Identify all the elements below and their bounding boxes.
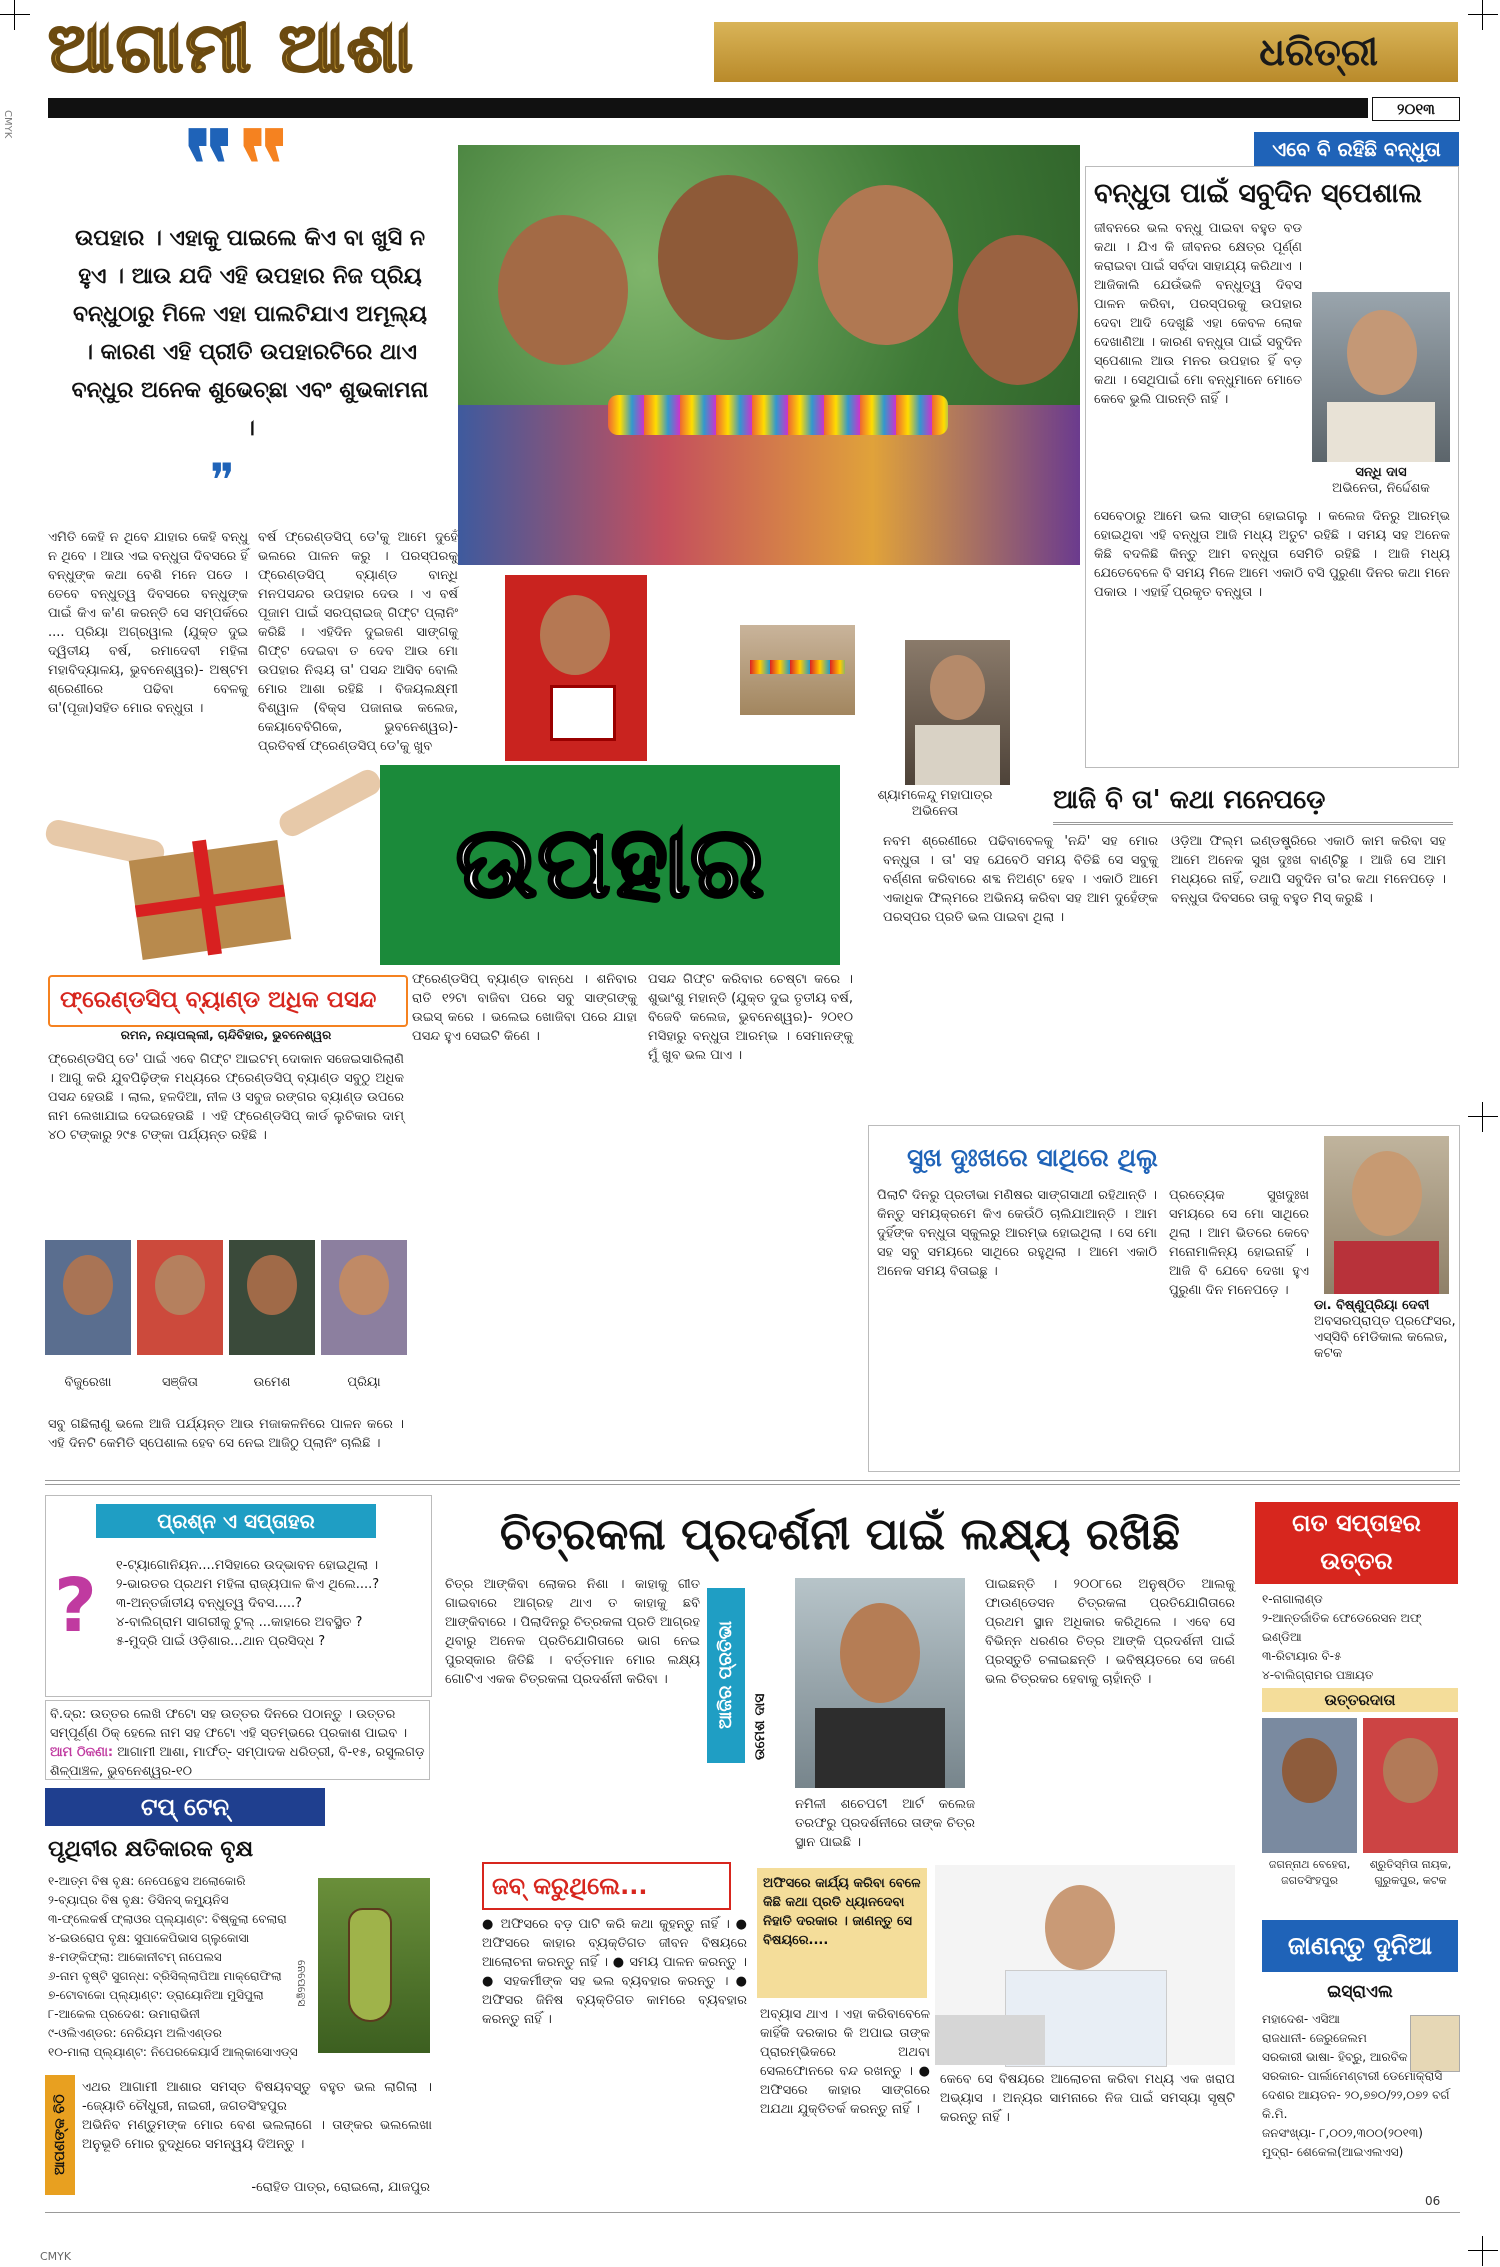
sukha-title: ସୁଖ ଦୁଃଖରେ ସାଥିରେ ଥିଲୁ <box>907 1143 1158 1172</box>
job-col3: କେବେ ସେ ବିଷୟରେ ଆଲୋଚନା କରିବା ମଧ୍ୟ ଏକ ଖରାପ ଅଭ୍ୟାସ । ଅନ୍ୟର ସାମନାରେ ନିଜ ପାଇଁ ସମସ୍ୟା ସୃଷ୍ଟି କରନ୍ତୁ ନାହିଁ । <box>940 2072 1235 2125</box>
pitcher-plant-label: ନେପେନ୍ଥେସ <box>295 1960 308 2007</box>
photo-bishnupriya <box>1324 1136 1449 1294</box>
top-ten-item-1: ୧-ଆତ୍ମ ବିଷ ବୃକ୍ଷ: ନେପେନ୍ଥେସ ଅଲୋକୋରି <box>48 1874 246 1888</box>
photo-face-2 <box>658 175 798 340</box>
quote-open-mark-2: ❞ <box>235 108 289 225</box>
letters-body: ଏଥର ଆଗାମୀ ଆଶାର ସମସ୍ତ ବିଷୟବସ୍ତୁ ବହୁତ ଭଲ ଲାଗିଲା । -ଜ୍ୟୋତି ଚୌଧୁରୀ, ନାଇରୀ, ଜଗତସିଂହପୁର ଅଭିନିବ ମଣ୍ଡୁମଙ୍କ ମୋର ବେଶ ଭଲଲାଗେ । ତାଙ୍କର ଭଲଲେଖା ଅନୁଭୂତି ମୋର ବୁଦ୍ଧିରେ ସମନ୍ୱୟ ଦିଅନ୍ତୁ । <box>82 2080 432 2152</box>
job-points: ● ଅଫିସରେ ବଡ଼ ପାଟି କରି କଥା କୁହନ୍ତୁ ନାହିଁ । ● ଅଫିସରେ କାହାର ବ୍ୟକ୍ତିଗତ ଜୀବନ ବିଷୟରେ ଆଲୋଚନା କରନ୍ତୁ ନାହିଁ । ● ସମୟ ପାଳନ କରନ୍ତୁ । ● ସହକର୍ମୀଙ୍କ ସହ ଭଲ ବ୍ୟବହାର କରନ୍ତୁ । ● ଅଫିସର ଜିନିଷ ବ୍ୟକ୍ତିଗତ କାମରେ ବ୍ୟବହାର କରନ୍ତୁ ନାହିଁ । <box>482 1917 747 2027</box>
photo-pitcher-plant <box>318 1878 430 2053</box>
quiz-address-line <box>50 1743 425 1781</box>
quiz-note-box <box>45 1700 430 1780</box>
students-body: ସବୁ ଗଛିଲାଣୁ ଭଲେ ଆଜି ପର୍ଯ୍ୟନ୍ତ ଆଉ ମଜାକଳନିରେ ପାଳନ କରେ । ଏହି ଦିନଟି କେମିତି ସ୍ପେଶାଲ ହେବ ସେ ନେଇ ଆଜିଠୁ ପ୍ଲାନିଂ ଚାଲିଛି । <box>48 1417 404 1451</box>
feature-title: ଉପହାର <box>455 806 765 920</box>
photo-face-4 <box>958 235 1078 385</box>
top-ten-banner: ଟପ୍ ଟେନ୍ <box>45 1788 325 1826</box>
world-fact-2: ରାଜଧାନୀ- ଜେରୁଜେଲମ <box>1262 2031 1367 2045</box>
intro-body-col1-text: ଏମିତି କେହି ନ ଥିବେ ଯାହାର କେହି ବନ୍ଧୁ ନ ଥିବେ । ଆଉ ଏଇ ବନ୍ଧୁତା ଦିବସରେ ହିଁ ବନ୍ଧୁଙ୍କ କଥା ବେଶି ମନେ ପଡେ । ତେବେ ବନ୍ଧୁତ୍ୱ ଦିବସରେ ବନ୍ଧୁଙ୍କ ପାଇଁ କିଏ କ'ଣ କରନ୍ତି ସେ ସମ୍ପର୍କରେ .... <box>48 530 248 640</box>
quiz-question-mark: ? <box>54 1563 97 1649</box>
job-title-box <box>482 1862 731 1910</box>
section-banner <box>714 22 1458 82</box>
sukha-box <box>868 1125 1460 1472</box>
student-caption-2: ସଞ୍ଜିତା <box>162 1375 198 1390</box>
painting-caption: ନମିଳୀ ଶଚେପଟୀ ଆର୍ଟ କଲେଜ ତରଫରୁ ପ୍ରଦର୍ଶନୀରେ ତାଙ୍କ ଚିତ୍ର ସ୍ଥାନ ପାଇଛି । <box>795 1797 975 1850</box>
photo-wrist-bands <box>608 395 948 435</box>
top-ten-title: ପୃଥିବୀର କ୍ଷତିକାରକ ବୃକ୍ଷ <box>48 1837 254 1862</box>
intro-text: ଉପହାର । ଏହାକୁ ପାଇଲେ କିଏ ବା ଖୁସି ନ ହୁଏ । ଆଉ ଯଦି ଏହି ଉପହାର ନିଜ ପ୍ରିୟ ବନ୍ଧୁଠାରୁ ମିଳେ ଏହା ପାଲଟିଯାଏ ଅମୂଲ୍ୟ । କାରଣ ଏହି ପ୍ରୀତି ଉପହାରଟିରେ ଥାଏ ବନ୍ଧୁର ଅନେକ ଶୁଭେଚ୍ଛା ଏବଂ ଶୁଭକାମନା । <box>71 226 429 441</box>
photo-sandhi-das <box>1312 292 1450 462</box>
band-article-header <box>48 975 408 1027</box>
registration-mark-right-mid <box>1468 1102 1498 1132</box>
last-week-answer-4: ୪-ବାଲିଗ୍ରାମର ପଞ୍ଚାୟତ <box>1262 1668 1374 1682</box>
main-photo-friends <box>458 145 1080 565</box>
job-col2: ଅବ୍ୟାସ ଥାଏ । ଏହା କରିବାବେଳେ କାହିଁକି ଦରକାର କି ଅପାଇ ତାଙ୍କ ପ୍ରାରମ୍ଭିକରେ ଅଥବା ସେଲଫୋନରେ ବନ୍ଦ ରଖନ୍ତୁ । ● ଅଫିସରେ କାହାର ସାଙ୍ଗରେ ଅଯଥା ଯୁକ୍ତିତର୍କ କରନ୍ତୁ ନାହିଁ । <box>760 2007 930 2117</box>
student-caption-3: ଉମେଶ <box>253 1375 291 1390</box>
friendship-body-2: ସେବେଠାରୁ ଆମେ ଭଲ ସାଙ୍ଗ ହୋଇଗଲୁ । କଲେଜ ଦିନରୁ ଆରମ୍ଭ ହୋଇଥିବା ଏହି ବନ୍ଧୁତା ଆଜି ମଧ୍ୟ ଅତୁଟ ରହିଛି । ସମୟ ସହ ଅନେକ କିଛି ବଦଳିଛି କିନ୍ତୁ ଆମ ବନ୍ଧୁତା ସେମିତି ରହିଛି । ଆଜି ମଧ୍ୟ ଯେତେବେଳେ ବି ସମୟ ମିଳେ ଆମେ ଏକାଠି ବସି ପୁରୁଣା ଦିନର କଥା ମନେ ପକାଉ । ଏହାହିଁ ପ୍ରକୃତ ବନ୍ଧୁତା । <box>1094 509 1450 600</box>
shyamalendu-role: ଅଭିନେତା <box>911 804 959 819</box>
band-article-body: ଫ୍ରେଣ୍ଡସିପ୍ ଡେ' ପାଇଁ ଏବେ ଗିଫ୍ଟ ଆଇଟମ୍ ଦୋକାନ ସଜେଇସାରିଲାଣି । ଆଗୁ କରି ଯୁବପିଢ଼ିଙ୍କ ମଧ୍ୟରେ ଫ୍ରେଣ୍ଡସିପ୍ ବ୍ୟାଣ୍ଡ ସବୁଠୁ ଅଧିକ ପସନ୍ଦ ହେଉଛି । ଲାଲ, ହଳଦିଆ, ନୀଳ ଓ ସବୁଜ ରଙ୍ଗର ବ୍ୟାଣ୍ଡ ଉପରେ ନାମ ଲେଖାଯାଇ ଦେଇହେଉଛି । ଏହି ଫ୍ରେଣ୍ଡସିପ୍ କାର୍ଡ ଲୁଚିକାର ଦାମ୍ ୪୦ ଟଙ୍କାରୁ ୨୯୫ ଟଙ୍କା ପର୍ଯ୍ୟନ୍ତ ରହିଛି । <box>48 1052 404 1143</box>
section-name: ଧରିତ୍ରୀ <box>1259 29 1378 74</box>
world-country: ଇସ୍ରାଏଲ <box>1327 1982 1393 2002</box>
student-photo-3 <box>229 1240 315 1355</box>
memory-box <box>868 770 1458 1150</box>
top-ten-item-9: ୯-ଓଲିଏଣ୍ଡର: ନେରିୟମ ଅଲିଏଣ୍ଡର <box>48 2026 222 2040</box>
student-caption-4: ପ୍ରିୟା <box>347 1375 381 1390</box>
world-fact-5: ଦେଶର ଆୟତନ- ୨୦,୭୭୦/୨୨,୦୭୨ ବର୍ଗ କି.ମି. <box>1262 2088 1450 2121</box>
memory-title: ଆଜି ବି ତା' କଥା ମନେପଡ଼େ <box>1053 778 1453 825</box>
student-photo-4 <box>321 1240 407 1355</box>
top-ten-item-3: ୩-ଫ୍ଲେକର୍ଷ ଫ୍ଲାଓର ପ୍ଲ୍ୟାଣ୍ଟ: ବିଷ୍କୁଲା ବେଲାରା <box>48 1912 287 1926</box>
job-title: ଜବ୍ କରୁଥିଲେ... <box>492 1872 648 1900</box>
student-photos-row <box>45 1240 410 1400</box>
friendship-body-1: ଜୀବନରେ ଭଲ ବନ୍ଧୁ ପାଇବା ବହୁତ ବଡ କଥା । ଯିଏ କି ଜୀବନର କ୍ଷେତ୍ର ପୂର୍ଣ୍ଣ କରାଇବା ପାଇଁ ସର୍ବଦା ସାହାଯ୍ୟ କରିଥାଏ । ଆଜିକାଲି ଯେଉଁଭଳି ବନ୍ଧୁତ୍ୱ ଦିବସ ପାଳନ କରିବା, ପରସ୍ପରକୁ ଉପହାର ଦେବା ଆଦି ଦେଖୁଛି ଏହା କେବଳ ଲୋକ ଦେଖାଣିଆ । କାରଣ ବନ୍ଧୁତା ପାଇଁ ସବୁଦିନ ସ୍ପେଶାଲ ଆଉ ମନର ଉପହାର ହିଁ ବଡ଼ କଥା । ସେଥିପାଇଁ ମୋ ବନ୍ଧୁମାନେ ମୋତେ କେବେ ଭୁଲି ପାରନ୍ତି ନାହିଁ । <box>1094 221 1302 407</box>
intro-body-col1 <box>48 528 248 728</box>
top-ten-item-5: ୫-ମଙ୍କିଫ୍ଲା: ଆକୋନୀଟମ୍ ନାପେଲସ <box>48 1950 222 1964</box>
feature-title-bar <box>380 765 840 965</box>
bishnupriya-caption <box>1314 1298 1459 1362</box>
world-title: ଜାଣନ୍ତୁ ଦୁନିଆ <box>1262 1920 1458 1972</box>
quiz-note: ବି.ଦ୍ର: ଉତ୍ତର ଲେଖି ଫଟୋ ସହ ଉତ୍ତର ଦିନରେ ପଠାନ୍ତୁ । ଉତ୍ତର ସମ୍ପୂର୍ଣ୍ଣ ଠିକ୍ ହେଲେ ନାମ ସହ ଫଟୋ ଏହି ସ୍ତମ୍ଭରେ ପ୍ରକାଶ ପାଇବ । <box>50 1707 408 1741</box>
quiz-question-5: ୫-ମୁଦ୍ରି ପାଇଁ ଓଡ଼ିଶାର...ଥାନ ପ୍ରସିଦ୍ଧ ? <box>116 1634 326 1649</box>
world-fact-1: ମହାଦେଶ- ଏସିଆ <box>1262 2012 1340 2026</box>
world-fact-4: ସରକାର- ପାର୍ଲାମେଣ୍ଟାରୀ ଡେମୋକ୍ରାସି <box>1262 2069 1443 2083</box>
winners-label: ଉତ୍ତରଦାତା <box>1262 1688 1458 1712</box>
quiz-question-2: ୨-ଭାରତର ପ୍ରଥମ ମହିଳା ରାଜ୍ୟପାଳ କିଏ ଥିଲେ....? <box>116 1577 380 1592</box>
sandhi-das-role: ଅଭିନେତା, ନିର୍ଦ୍ଦେଶକ <box>1332 481 1430 496</box>
photo-face-1 <box>498 215 628 365</box>
world-fact-7: ମୁଦ୍ରା- ଶେକେଲ(ଆଇଏଲଏସ) <box>1262 2145 1404 2159</box>
photo-umesh <box>795 1578 965 1788</box>
winner-photo-1 <box>1262 1718 1357 1853</box>
letters-signature: -ରୋହିତ ପାତ୍ର, ରୋଇଲୋ, ଯାଜପୁର <box>251 2180 430 2195</box>
photo-shyamalendu <box>905 640 1010 785</box>
top-ten-item-10: ୧୦-ମାଲା ପ୍ଲ୍ୟାଣ୍ଟ: ନିପେରକେୟାର୍ସ ଆଲ୍କାସୋଏଡ୍ସ <box>48 2045 298 2059</box>
top-ten-item-8: ୮-ଆକେଲ ପ୍ରଦେଶ: ଉମାରାଭିନୀ <box>48 2007 201 2021</box>
quiz-question-1: ୧-ଟ୍ୟାଗୋନିୟନ....ମସିହାରେ ଉଦ୍ଭାବନ ହୋଇଥିଲା । <box>116 1558 379 1573</box>
job-callout: ଅଫିସରେ କାର୍ଯ୍ୟ କରିବା ବେଳେ କିଛି କଥା ପ୍ରତି ଧ୍ୟାନଦେବା ନିହାତି ଦରକାର । ଜାଣନ୍ତୁ ସେ ବିଷୟରେ.... <box>757 1868 927 1998</box>
intro-body-col2-text: ବର୍ଷ ଫ୍ରେଣ୍ଡସିପ୍ ଡେ'କୁ ଆମେ ଦୁହେଁ ଭଲରେ ପାଳନ କରୁ । ପରସ୍ପରକୁ ଫ୍ରେଣ୍ଡସିପ୍ ବ୍ୟାଣ୍ଡ ବାନ୍ଧି ମନପସନ୍ଦର ଉପହାର ଦେଉ । ଏ ବର୍ଷ ପୂଜାମ ପାଇଁ ସରପ୍ରାଇଜ୍ ଗିଫ୍ଟ ପ୍ଲାନିଂ କରିଛି । ଏହିଦିନ ଦୁଇଜଣ ସାଙ୍ଗକୁ ଗିଫ୍ଟ ଦେଇବା ତ ଦେବ ଆଉ ମୋ ଉପହାର ନିଶ୍ଚୟ ତା' ପସନ୍ଦ ଆସିବ ବୋଲି ମୋର ଆଶା ରହିଛି । <box>258 530 458 697</box>
footer-rule <box>45 2212 1460 2213</box>
quote-open-mark: ❞ <box>180 108 234 225</box>
last-week-answer-1: ୧-ନାଗାଲାଣ୍ଡ <box>1262 1592 1323 1606</box>
memory-body-2: ଓଡ଼ିଆ ଫିଲ୍ମ ଇଣ୍ଡଷ୍ଟ୍ରିରେ ଏକାଠି କାମ କରିବା ସହ ଆମେ ଅନେକ ସୁଖ ଦୁଃଖ ବାଣ୍ଟିଛୁ । ଆଜି ସେ ଆମ ମଧ୍ୟରେ ନାହିଁ, ତଥାପି ସବୁଦିନ ତା'ର କଥା ମନେପଡ଼େ । ବନ୍ଧୁତା ଦିବସରେ ତାକୁ ବହୁତ ମିସ୍ କରୁଛି । <box>1171 834 1446 906</box>
painting-title: ଚିତ୍ରକଳା ପ୍ରଦର୍ଶନୀ ପାଇଁ ଲକ୍ଷ୍ୟ ରଖିଛି <box>499 1509 1181 1560</box>
painting-name-tag: ଆଜିର ପ୍ରତିଭା <box>707 1588 745 1763</box>
quiz-box <box>45 1495 432 1697</box>
registration-mark-top-right <box>1468 0 1498 30</box>
top-ten-list <box>48 1872 318 2062</box>
top-ten-item-4: ୪-ଇଉରୋପ ବୃକ୍ଷ: ସୁପାକେପିଭାସ ଗ୍ଲୁକୋସା <box>48 1931 250 1945</box>
winner-caption-1: ଜଗନ୍ନାଥ ବେହେରା, ଜଗତସିଂହପୁର <box>1268 1858 1351 1887</box>
intro-body-col2 <box>258 528 458 754</box>
student-photo-2 <box>137 1240 223 1355</box>
world-facts <box>1262 2010 1458 2162</box>
photo-face-3 <box>818 185 953 345</box>
winner-caption-2: ଶ୍ରୁତିସ୍ମିତା ନାୟକ, ଗୁରୁକପୁର, କଟକ <box>1369 1858 1452 1887</box>
bishnupriya-role: ଅବସରପ୍ରାପ୍ତ ପ୍ରଫେସର, ଏସ୍‌ସିବି ମେଡିକାଲ କଲେଜ, କଟକ <box>1314 1314 1456 1361</box>
quiz-address: ଆଗାମୀ ଆଶା, ମାର୍ଫତ୍- ସମ୍ପାଦକ ଧରିତ୍ରୀ, ବି-୧୫, ରସୁଲଗଡ଼ ଶିଳ୍ପାଞ୍ଚଳ, ଭୁବନେଶ୍ୱର-୧୦ <box>50 1745 425 1779</box>
sandhi-das-name: ସନ୍ଧି ଦାସ <box>1355 465 1407 480</box>
page-number: 06 <box>1425 2194 1441 2208</box>
student-caption-1: ବିଜୁରେଖା <box>64 1375 112 1390</box>
band-article-byline: ରମନ, ନୟାପଲ୍ଲୀ, ଚାନ୍ଦିବିହାର, ଭୁବନେଶ୍ୱର <box>120 1028 332 1042</box>
shyamalendu-name: ଶ୍ୟାମଳେନ୍ଦୁ ମହାପାତ୍ର <box>877 788 993 803</box>
year-badge: ୨୦୧୩ <box>1372 97 1460 121</box>
quiz-questions <box>116 1556 421 1651</box>
band-article-col3: ପସନ୍ଦ ଗିଫ୍ଟ କରିବାର ଚେଷ୍ଟା କରେ । ଶୁଭାଂଶୁ ମହାନ୍ତି (ଯୁକ୍ତ ଦୁଇ ତୃତୀୟ ବର୍ଷ, ବିଜେବି କଲେଜ, ଭୁବନେଶ୍ୱର)- ୨୦୧୦ ମସିହାରୁ ବନ୍ଧୁତା ଆରମ୍ଭ । ସେମାନଙ୍କୁ ମୁଁ ଖୁବ ଭଲ ପାଏ । <box>648 972 853 1063</box>
intro-body-col1b-text: ପ୍ରିୟା ଅଗ୍ରୱାଲ (ଯୁକ୍ତ ଦୁଇ ଦ୍ୱିତୀୟ ବର୍ଷ, ରମାଦେବୀ ମହିଳା ମହାବିଦ୍ୟାଳୟ, ଭୁବନେଶ୍ୱର)- ଅଷ୍ଟମ ଶ୍ରେଣୀରେ ପଢିବା ବେଳକୁ ତା'(ପୂଜା)ସହିତ ମୋର ବନ୍ଧୁତା । <box>48 625 248 716</box>
student-photo-1 <box>45 1240 131 1355</box>
painting-body-1: ଚିତ୍ର ଆଙ୍କିବା ଲୋକର ନିଶା । କାହାକୁ ଗୀତ ଗାଇବାରେ ଆଗ୍ରହ ଥାଏ ତ କାହାକୁ ଛବି ଆଙ୍କିବାରେ । ପିଲାଦିନରୁ ଚିତ୍ରକଳା ପ୍ରତି ଆଗ୍ରହ ଥିବାରୁ ଅନେକ ପ୍ରତିଯୋଗିତାରେ ଭାଗ ନେଇ ପୁରସ୍କାର ଜିତିଛି । ବର୍ତ୍ତମାନ ମୋର ଲକ୍ଷ୍ୟ ଗୋଟିଏ ଏକକ ଚିତ୍ରକଳା ପ୍ରଦର୍ଶନୀ କରିବା । <box>445 1577 700 1687</box>
bishnupriya-name: ଡା. ବିଷ୍ଣୁପ୍ରିୟା ଦେବୀ <box>1314 1298 1430 1313</box>
friendship-article-title: ବନ୍ଧୁତା ପାଇଁ ସବୁଦିନ ସ୍ପେଶାଲ <box>1094 178 1423 209</box>
memory-body-1: ନବମ ଶ୍ରେଣୀରେ ପଢିବାବେଳକୁ 'ନନ୍ଦି' ସହ ମୋର ବନ୍ଧୁତା । ତା' ସହ ଯେବେଠି ସମୟ ବିତିଛି ସେ ସବୁକୁ ବର୍ଣ୍ଣନା କରିବାରେ ଶବ୍ଦ ନିଅଣ୍ଟ ହେବ । ଏକାଠି ଆମେ ଏକାଧିକ ଫିଲ୍ମରେ ଅଭିନୟ କରିବା ସହ ଆମ ଦୁହେଁଙ୍କ ପରସ୍ପର ପ୍ରତି ଭଲ ପାଇବା ଥିଲା । <box>883 834 1158 925</box>
winner-photo-2 <box>1363 1718 1458 1853</box>
quiz-address-label: ଆମ ଠିକଣା: <box>50 1745 114 1760</box>
sukha-body-2: ପ୍ରତ୍ୟେକ ସୁଖଦୁଃଖ ସମୟରେ ସେ ମୋ ସାଥିରେ ଥିଲା । ଆମ ଭିତରେ କେବେ ମନୋମାଳିନ୍ୟ ହୋଇନାହିଁ । ଆଜି ବି ଯେବେ ଦେଖା ହୁଏ ପୁରୁଣା ଦିନ ମନେପଡ଼େ । <box>1169 1188 1309 1298</box>
last-week-answer-2: ୨-ଆନ୍ତର୍ଜାତିକ ଫେଡେରେସନ ଅଫ୍ ଇଣ୍ଡିଆ <box>1262 1611 1422 1644</box>
top-ten-item-7: ୭-ଟୋବାକୋ ପ୍ଲ୍ୟାଣ୍ଟ: ଡ୍ରାୟୋନିଆ ମୁସିପୁଲା <box>48 1988 264 2002</box>
photo-gift-hands <box>45 770 390 970</box>
sandhi-das-caption <box>1308 465 1454 497</box>
painting-sub-tag: ଉମେଶ ଦାସ <box>752 1693 768 1760</box>
top-ten-item-6: ୬-ନାମ ବୃଷ୍ଟି ସୁଗନ୍ଧ: ବ୍ରିସିଲ୍ଲାପିଆ ମାକ୍ରୋଫିଲା <box>48 1969 282 1983</box>
quiz-question-4: ୪-ବାଲିଗ୍ରାମ ସାଗରୀକୁ ଟୁଲ୍ ...କାହାରେ ଅବସ୍ଥିତ ? <box>116 1615 363 1630</box>
registration-mark-top-left <box>0 0 30 30</box>
top-ten-item-2: ୨-ବ୍ୟାଘ୍ର ବିଷ ବୃକ୍ଷ: ଡିସିନସ୍ କମ୍ୟୁନିସ <box>48 1893 229 1907</box>
painting-body-2: ପାଇଛନ୍ତି । ୨୦୦୮ରେ ଅନୁଷ୍ଠିତ ଆଲକୁ ଫାଉଣ୍ଡେସନ ଚିତ୍ରକଳା ପ୍ରତିଯୋଗିତାରେ ପ୍ରଥମ ସ୍ଥାନ ଅଧିକାର କରିଥିଲେ । ଏବେ ସେ ବିଭିନ୍ନ ଧରଣର ଚିତ୍ର ଆଙ୍କି ପ୍ରଦର୍ଶନୀ ପାଇଁ ପ୍ରସ୍ତୁତି ଚଳାଇଛନ୍ତି । ଭବିଷ୍ୟତରେ ସେ ଜଣେ ଭଲ ଚିତ୍ରକର ହେବାକୁ ଚାହାଁନ୍ତି । <box>985 1577 1235 1687</box>
sukha-body-1: ପିଲାଟି ଦିନରୁ ପ୍ରତୀଭା ମଣିଷର ସାଙ୍ଗସାଥୀ ରହିଥାନ୍ତି । କିନ୍ତୁ ସମୟକ୍ରମେ କିଏ କେଉଁଠି ଚାଲିଯାଆନ୍ତି । ଆମ ଦୁହିଁଙ୍କ ବନ୍ଧୁତା ସ୍କୁଲରୁ ଆରମ୍ଭ ହୋଇଥିଲା । ସେ ମୋ ସହ ସବୁ ସମୟରେ ସାଥିରେ ରହୁଥିଲା । ଆମେ ଏକାଠି ଅନେକ ସମୟ ବିତାଇଛୁ । <box>877 1188 1157 1279</box>
photo-hands-bands <box>740 625 855 715</box>
last-week-answer-3: ୩-ରିଟାୟାର ବି-୫ <box>1262 1649 1342 1663</box>
cmyk-mark-left: CMYK <box>2 110 13 139</box>
world-fact-6: ଜନସଂଖ୍ୟା- ୮,୦୦୨,୩୦୦(୨୦୧୩) <box>1262 2126 1423 2140</box>
quiz-title: ପ୍ରଶ୍ନ ଏ ସପ୍ତାହର <box>96 1504 376 1538</box>
photo-girl-gift <box>505 575 647 761</box>
friendship-box <box>1085 166 1459 768</box>
band-article-title: ଫ୍ରେଣ୍ଡସିପ୍ ବ୍ୟାଣ୍ଡ ଅଧିକ ପସନ୍ଦ <box>60 987 377 1013</box>
section-divider <box>45 1480 1460 1485</box>
intro-body-col2b-text: ବିଜୟଲକ୍ଷ୍ମୀ ବିଶ୍ୱାଳ (ବିକ୍ସ ପଜାନାଭ କଲେଜ, କେୟାବେବିଗିକେ, ଭୁବନେଶ୍ୱର)- ପ୍ରତିବର୍ଷ ଫ୍ରେଣ୍ଡସିପ୍ ଡେ'କୁ ଖୁବ <box>258 682 458 754</box>
registration-mark-bottom-right <box>1468 2236 1498 2266</box>
quote-close-mark: ❞ <box>210 453 235 507</box>
friendship-heading: ଏବେ ବି ରହିଛି ବନ୍ଧୁତା <box>1254 132 1459 166</box>
photo-office-man <box>935 1865 1235 2065</box>
last-week-answers <box>1262 1590 1458 1704</box>
letters-tag: ଆପଣଙ୍କ ଚିଠି <box>45 2075 75 2195</box>
quiz-question-3: ୩-ଅନ୍ତର୍ଜାତୀୟ ବନ୍ଧୁତ୍ୱ ଦିବସ.....? <box>116 1596 302 1611</box>
cmyk-mark-bottom: CMYK <box>40 2250 72 2263</box>
world-fact-3: ସରକାରୀ ଭାଷା- ହିବ୍ରୁ, ଆରବିକ <box>1262 2050 1408 2064</box>
masthead-title: ଆଗାମୀ ଆଶା <box>48 8 415 88</box>
band-article-col2: ଫ୍ରେଣ୍ଡସିପ୍ ବ୍ୟାଣ୍ଡ ବାନ୍ଧେ । ଶନିବାର ରାତି ୧୨ଟା ବାଜିବା ପରେ ସବୁ ସାଙ୍ଗଙ୍କୁ ଉଇସ୍ କରେ । ଭଲେଇ ଖୋଜିବା ପରେ ଯାହା ପସନ୍ଦ ହୁଏ ସେଇଟି କିଣେ । <box>412 972 637 1044</box>
last-week-title: ଗତ ସପ୍ତାହର ଉତ୍ତର <box>1255 1502 1458 1584</box>
